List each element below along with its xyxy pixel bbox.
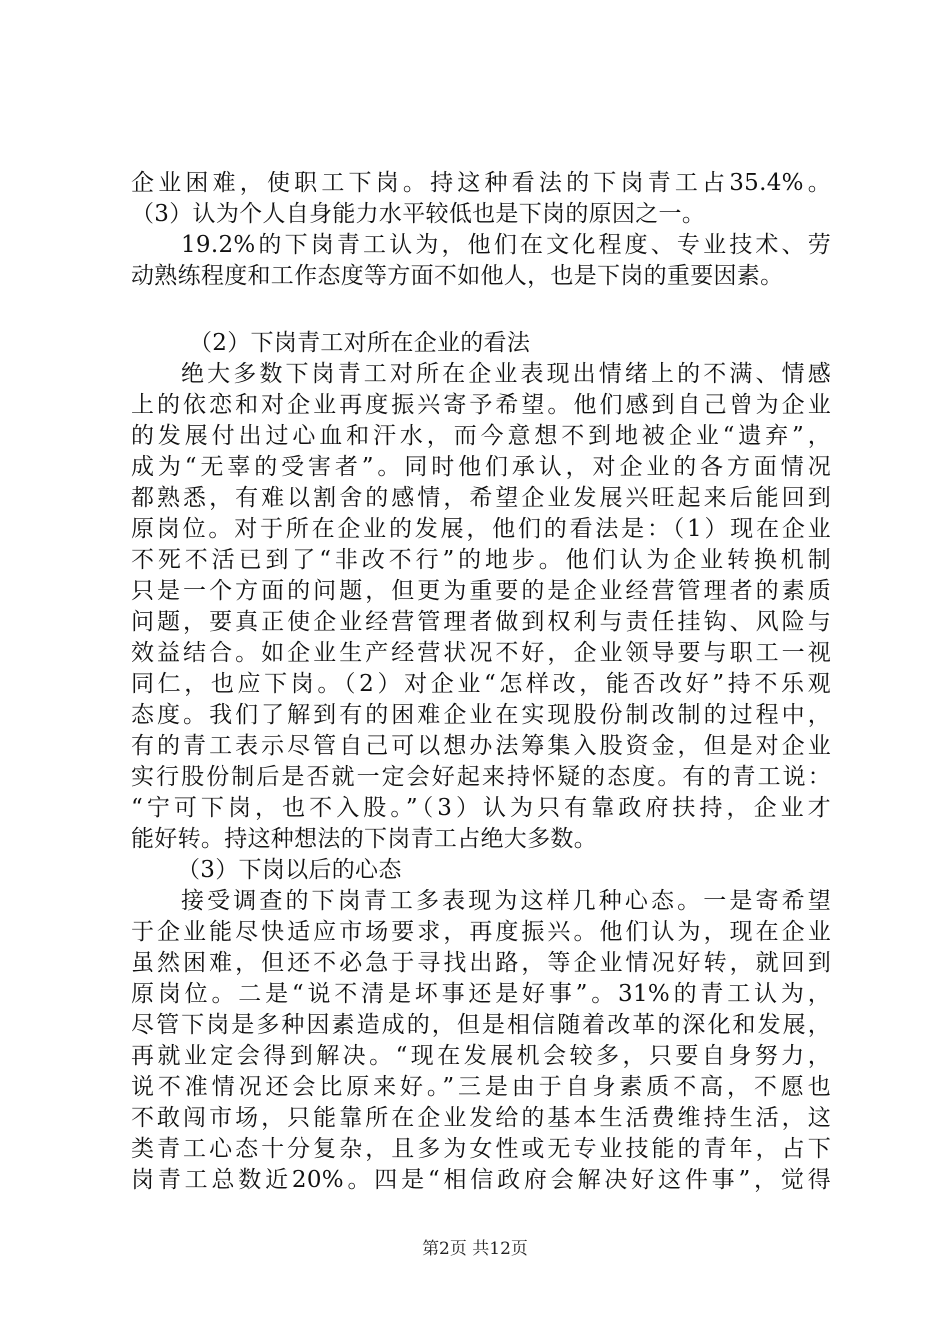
- text-line: 类青工心态十分复杂，且多为女性或无专业技能的青年，占下: [131, 1136, 831, 1162]
- text-line: 尽管下岗是多种因素造成的，但是相信随着改革的深化和发展，: [131, 1012, 831, 1038]
- text-line: 有的青工表示尽管自己可以想办法筹集入股资金，但是对企业: [131, 733, 831, 759]
- text-line: 原岗位。二是“说不清是坏事还是好事”。31%的青工认为，: [131, 981, 831, 1007]
- text-line: 接受调查的下岗青工多表现为这样几种心态。一是寄希望: [181, 888, 831, 914]
- paragraph: [131, 230, 831, 292]
- section-heading: [131, 855, 831, 886]
- text-line: （3）认为个人自身能力水平较低也是下岗的原因之一。: [131, 201, 706, 227]
- document-body: [131, 168, 831, 1196]
- paragraph: [131, 886, 831, 1196]
- text-line: 不死不活已到了“非改不行”的地步。他们认为企业转换机制: [131, 547, 831, 573]
- text-line: 动熟练程度和工作态度等方面不如他人，也是下岗的重要因素。: [131, 263, 784, 289]
- text-line: 不敢闯市场，只能靠所在企业发给的基本生活费维持生活，这: [131, 1105, 831, 1131]
- text-line: 能好转。持这种想法的下岗青工占绝大多数。: [131, 826, 597, 852]
- text-line: 说不准情况还会比原来好。”三是由于自身素质不高，不愿也: [131, 1074, 831, 1100]
- text-line: 岗青工总数近20%。四是“相信政府会解决好这件事”，觉得: [131, 1167, 831, 1193]
- text-line: 19.2%的下岗青工认为，他们在文化程度、专业技术、劳: [181, 232, 831, 258]
- text-line: 虽然困难，但还不必急于寻找出路，等企业情况好转，就回到: [131, 950, 831, 976]
- paragraph-continuation: [131, 168, 831, 230]
- text-line: 绝大多数下岗青工对所在企业表现出情绪上的不满、情感: [181, 361, 831, 387]
- text-line: 企业困难，使职工下岗。持这种看法的下岗青工占35.4%。: [131, 170, 831, 196]
- text-line: “宁可下岗，也不入股。”（3）认为只有靠政府扶持，企业才: [131, 795, 831, 821]
- page-number-label: 第2页 共12页: [422, 1239, 528, 1259]
- paragraph-gap: [131, 292, 831, 328]
- text-line: 的发展付出过心血和汗水，而今意想不到地被企业“遗弃”，: [131, 423, 831, 449]
- section-heading-text: （3）下岗以后的心态: [177, 857, 402, 883]
- text-line: 再就业定会得到解决。“现在发展机会较多，只要自身努力，: [131, 1043, 831, 1069]
- text-line: 原岗位。对于所在企业的发展，他们的看法是：（1）现在企业: [131, 516, 831, 542]
- page-footer: [0, 1238, 950, 1260]
- text-line: 都熟悉，有难以割舍的感情，希望企业发展兴旺起来后能回到: [131, 485, 831, 511]
- section-heading: [131, 328, 831, 359]
- section-heading-text: （2）下岗青工对所在企业的看法: [189, 330, 531, 356]
- text-line: 问题，要真正使企业经营管理者做到权利与责任挂钩、风险与: [131, 609, 831, 635]
- text-line: 成为“无辜的受害者”。同时他们承认，对企业的各方面情况: [131, 454, 831, 480]
- text-line: 效益结合。如企业生产经营状况不好，企业领导要与职工一视: [131, 640, 831, 666]
- text-line: 上的依恋和对企业再度振兴寄予希望。他们感到自己曾为企业: [131, 392, 831, 418]
- paragraph: [131, 359, 831, 855]
- text-line: 实行股份制后是否就一定会好起来持怀疑的态度。有的青工说：: [131, 764, 831, 790]
- text-line: 同仁，也应下岗。（2）对企业“怎样改，能否改好”持不乐观: [131, 671, 831, 697]
- text-line: 只是一个方面的问题，但更为重要的是企业经营管理者的素质: [131, 578, 831, 604]
- text-line: 于企业能尽快适应市场要求，再度振兴。他们认为，现在企业: [131, 919, 831, 945]
- text-line: 态度。我们了解到有的困难企业在实现股份制改制的过程中，: [131, 702, 831, 728]
